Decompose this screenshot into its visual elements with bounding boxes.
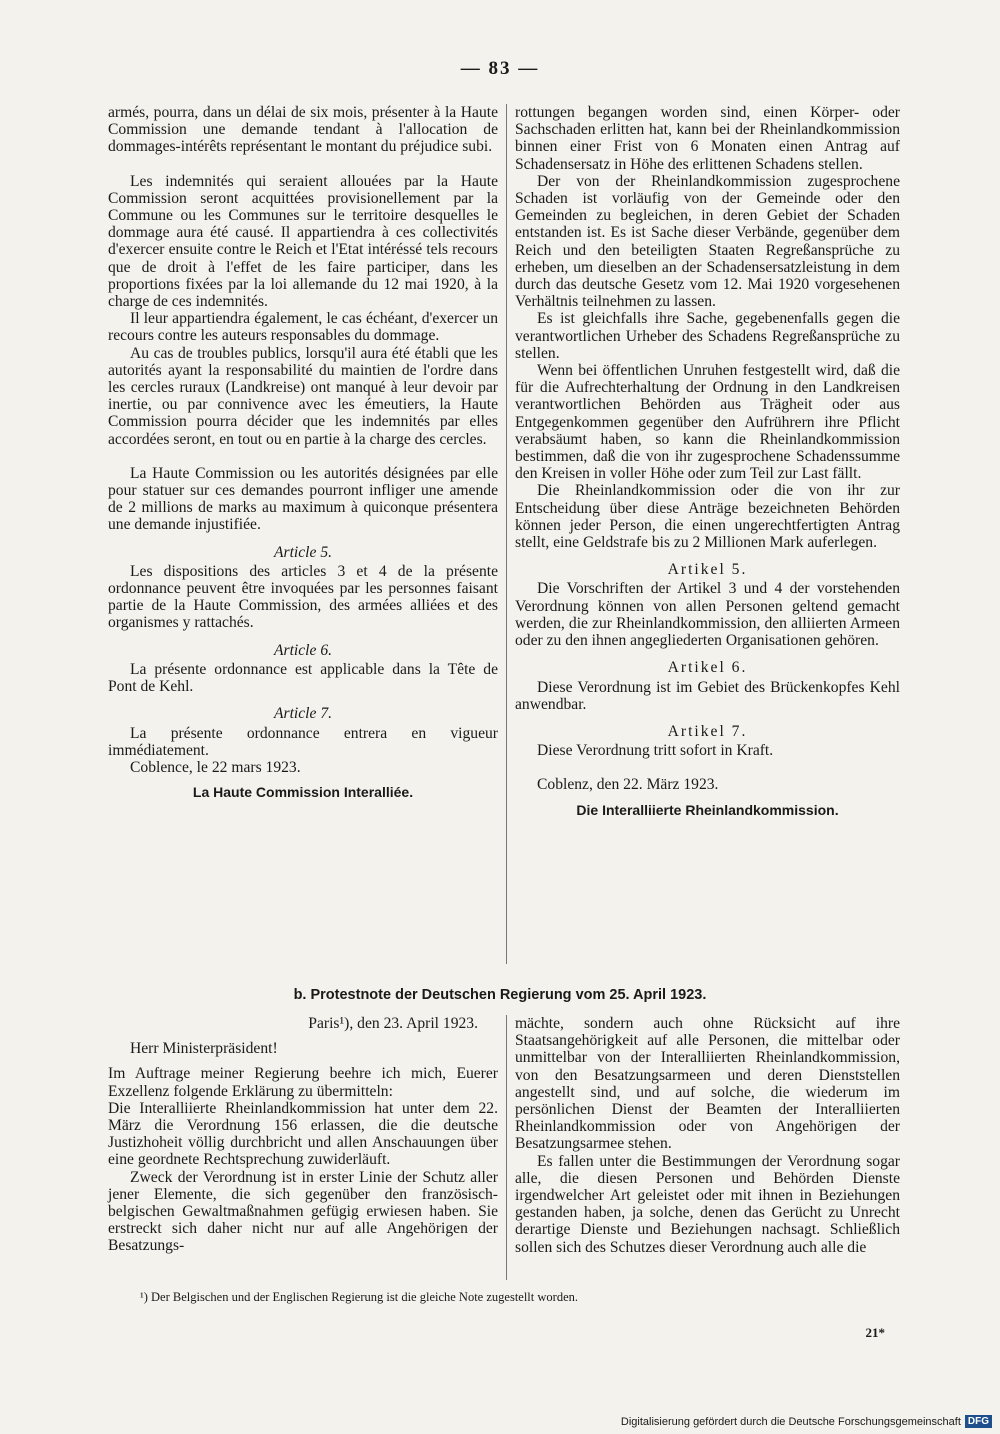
french-date: Coblence, le 22 mars 1923.	[130, 758, 301, 776]
french-article-text: La présente ordonnance entrera en vigueur immédiatement.	[108, 724, 498, 759]
column-divider	[506, 104, 507, 964]
french-signature: La Haute Commission Interalliée.	[192, 784, 414, 801]
french-paragraph: armés, pourra, dans un délai de six mois, présenter à la Haute Commission une demande tendant à l'allocation de dommages-intérêts représentant le montant du préjudice subi.	[108, 104, 498, 156]
french-article-text: La présente ordonnance est applicable dans la Tête de Pont de Kehl.	[108, 660, 498, 696]
note-paragraph: Im Auftrage meiner Regierung beehre ich mich, Euerer Exzellenz folgende Erklärung zu übermitteln:	[108, 1065, 498, 1100]
german-paragraph: Wenn bei öffentlichen Unruhen festgestellt wird, daß die für die Aufrechterhaltung der Ordnung in den Landkreisen verantwortlichen Behörden aus Trägheit oder aus Entgegenkommen gegenüber den Aufrührern ihre Pflicht verabsäumt haben, so kann die Rheinlandkommission bestimmen, daß die von ihr zugesprochene Schadenssumme den Kreisen in voller Höhe oder zum Teil zur Last fällt.	[515, 362, 900, 483]
french-paragraph: Au cas de troubles publics, lorsqu'il aura été établi que les autorités ayant la responsabilité du maintien de l'ordre dans les cercles ruraux (Landkreise) ont manqué à leur devoir par inertie, ou par connivence avec les émeutiers, la Haute Commission pourra décider que les indemnités par elles accordées seront, en tout ou en partie à la charge des cercles.	[108, 344, 498, 448]
german-date: Coblenz, den 22. März 1923.	[537, 776, 719, 794]
german-paragraph: rottungen begangen worden sind, einen Körper- oder Sachschaden erlitten hat, kann bei der Rheinlandkommission binnen einer Frist von 6 Monaten einen Antrag auf Schadensersatz in Höhe des erlittenen Schadens stellen.	[515, 104, 900, 173]
german-paragraph: Es ist gleichfalls ihre Sache, gegebenenfalls gegen die verantwortlichen Urheber des Schadens Regreßansprüche zu stellen.	[515, 310, 900, 362]
german-article-text: Diese Verordnung ist im Gebiet des Brückenkopfes Kehl anwendbar.	[515, 678, 900, 713]
german-article-text: Die Vorschriften der Artikel 3 und 4 der vorstehenden Verordnung können von allen Personen geltend gemacht werden, die zur Rheinlandkommission, den alliierten Armeen oder zu den ihnen angegliederten Organisationen gehören.	[515, 580, 900, 650]
french-article-heading: Article 7.	[273, 705, 333, 723]
note-paragraph: mächte, sondern auch ohne Rücksicht auf ihre Staatsangehörigkeit auf alle Personen, die mittelbar oder unmittelbar von der Interalliierten Rheinlandkommission, von den Besatzungsarmeen und deren Dienststellen angestellt sind, und auf solche, die wiederum im persönlichen Dienst der Beamten der Interalliierten Rheinlandkommission oder von Angehörigen der Besatzungsarmee stehen.	[515, 1015, 900, 1153]
german-article-text: Diese Verordnung tritt sofort in Kraft.	[537, 742, 774, 760]
german-paragraph: Der von der Rheinlandkommission zugesprochene Schaden ist vorläufig von der Gemeinde oder den Gemeinden zu begleichen, in deren Gebiet der Schaden entstanden ist. Es ist Sache dieser Verbände, gegenüber dem Reich und den beteiligten Staaten Regreßansprüche zu erheben, um dieselben an der Schadensersatzleistung in dem durch das deutsche Gesetz vom 12. Mai 1920 vorgesehenen Verhältnis teilnehmen zu lassen.	[515, 172, 900, 311]
note-salutation: Herr Ministerpräsident!	[130, 1040, 278, 1058]
note-left-column	[108, 1015, 498, 1255]
digitization-credit	[621, 1415, 992, 1428]
footnote: ¹) Der Belgischen und der Englischen Regierung ist die gleiche Note zugestellt worden.	[140, 1290, 578, 1304]
german-article-heading: Artikel 5.	[667, 561, 748, 579]
german-signature: Die Interalliierte Rheinlandkommission.	[576, 801, 839, 818]
french-article-heading: Article 5.	[273, 543, 333, 561]
note-place-date: Paris¹), den 23. April 1923.	[308, 1015, 478, 1032]
french-article-heading: Article 6.	[273, 641, 333, 659]
section-heading: b. Protestnote der Deutschen Regierung vom 25. April 1923.	[293, 987, 707, 1003]
column-divider	[506, 1015, 507, 1280]
dfg-credit-text: Digitalisierung gefördert durch die Deutsche Forschungsgemeinschaft	[620, 1415, 961, 1428]
page-number: — 83 —	[460, 58, 540, 79]
note-paragraph: Zweck der Verordnung ist in erster Linie der Schutz aller jener Elemente, die sich gegenüber den französisch-belgischen Gewaltmaßnahmen gefügig erwiesen haben. Sie erstreckt sich daher nicht nur auf alle Angehörigen der Besatzungs-	[108, 1168, 498, 1255]
german-column	[515, 104, 900, 819]
german-paragraph: Die Rheinlandkommission oder die von ihr zur Entscheidung über diese Anträge bezeichneten Behörden können jeder Person, die einen ungerechtfertigten Antrag stellt, eine Geldstrafe bis zu 2 Millionen Mark auferlegen.	[515, 482, 900, 552]
french-column	[108, 104, 498, 801]
french-article-text: Les dispositions des articles 3 et 4 de la présente ordonnance peuvent être invoquées par les personnes faisant partie de la Haute Commission, des armées alliées et des organismes y rattachés.	[108, 562, 498, 632]
sheet-mark: 21*	[865, 1325, 885, 1340]
dfg-logo: DFG	[965, 1415, 992, 1428]
german-article-heading: Artikel 6.	[667, 659, 748, 677]
french-paragraph: La Haute Commission ou les autorités désignées par elle pour statuer sur ces demandes pourront infliger une amende de 2 millions de marks au maximum à quiconque présentera une demande injustifiée.	[108, 464, 498, 534]
german-article-heading: Artikel 7.	[667, 722, 748, 740]
note-paragraph: Es fallen unter die Bestimmungen der Verordnung sogar alle, die diesen Personen und Behörden Dienste irgendwelcher Art geleistet oder mit ihnen in Beziehungen gestanden haben, ja solche, denen das Gerücht zu Unrecht derartige Dienste und Beziehungen nachsagt. Schließlich sollen sich des Schutzes dieser Verordnung auch alle die	[515, 1152, 900, 1256]
french-paragraph: Il leur appartiendra également, le cas échéant, d'exercer un recours contre les auteurs responsables du dommage.	[108, 310, 498, 345]
note-paragraph: Die Interalliierte Rheinlandkommission hat unter dem 22. März die Verordnung 156 erlassen, die die deutsche Justizhoheit völlig durchbricht und allen Anschauungen über eine geordnete Rechtsprechung zuwiderläuft.	[108, 1099, 498, 1169]
french-paragraph: Les indemnités qui seraient allouées par la Haute Commission seront acquittées provisionellement par la Commune ou les Communes sur le territoire desquelles le dommage aura été causé. Il appartiendra à ces collectivités d'exercer ensuite contre le Reich et l'Etat intéréssé tels recours que de droit à l'effet de les faire participer, dans les proportions fixées par la loi allemande du 12 mai 1920, à la charge de ces indemnités.	[108, 172, 498, 311]
note-right-column	[515, 1015, 900, 1256]
